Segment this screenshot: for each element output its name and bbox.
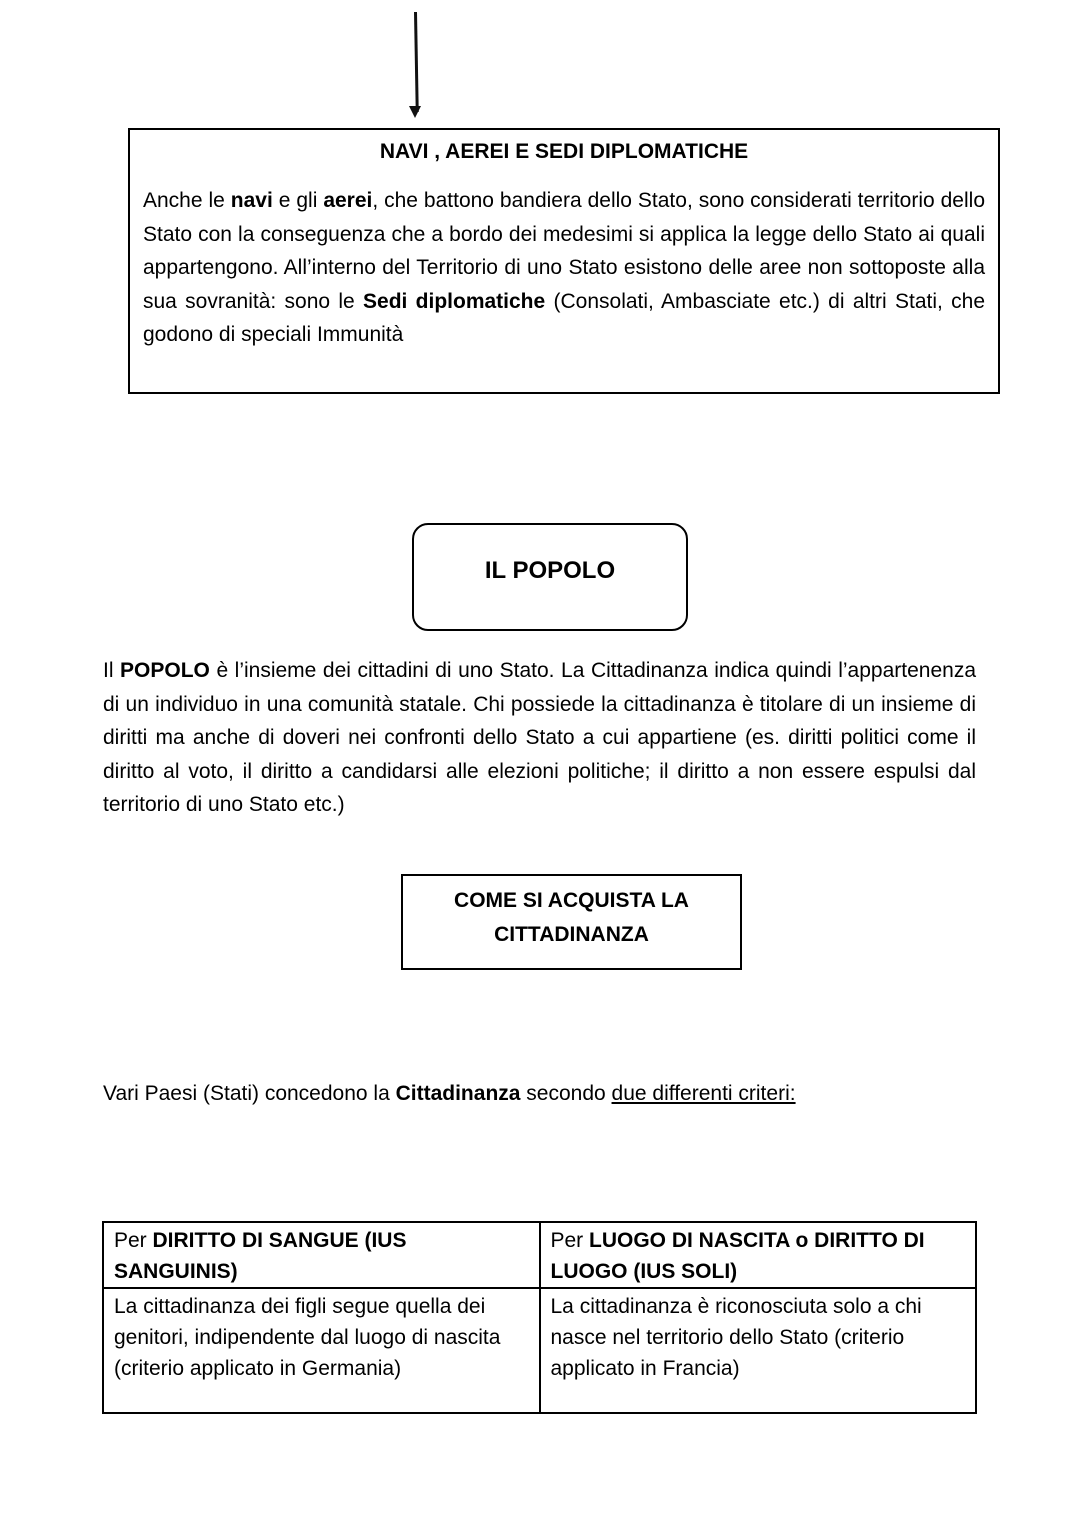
navi-box-title: NAVI , AEREI E SEDI DIPLOMATICHE [379, 140, 749, 163]
ius-sanguinis-header [103, 1222, 540, 1288]
text-span: e gli [272, 189, 324, 212]
text-span: Per [114, 1229, 153, 1252]
table-row [103, 1288, 976, 1413]
text-span: Anche le [143, 189, 231, 212]
text-span: è l’insieme dei cittadini di uno Stato. La Cittadinanza indica quindi l’appartenenza di un individuo in una comunità statale. Chi possiede la cittadinanza è titolare di un insieme di diritti ma anche di doveri nei confronti dello Stato a cui appartiene (es. diritti politici come il diritto al voto, il diritto a candidarsi alle elezioni politiche; il diritto a non essere espulsi dal territorio di uno Stato etc.) [103, 659, 976, 817]
arrow-down-icon [409, 106, 421, 118]
ius-sanguinis-body: La cittadinanza dei figli segue quella dei genitori, indipendente dal luogo di nascita (criterio applicato in Germania) [103, 1288, 540, 1413]
bold-aerei: aerei [323, 189, 373, 212]
bold-sedi-diplomatiche: Sedi diplomatiche [363, 289, 546, 313]
bold-navi: navi [230, 189, 273, 212]
acquista-line-1: COME SI ACQUISTA LA [454, 889, 689, 912]
navi-box-body [143, 184, 985, 352]
bold-ius-sanguinis: DIRITTO DI SANGUE (IUS SANGUINIS) [114, 1229, 407, 1283]
bold-cittadinanza: Cittadinanza [395, 1082, 521, 1105]
popolo-paragraph [103, 654, 976, 822]
popolo-box-title: IL POPOLO [484, 557, 616, 584]
text-span: Il [103, 659, 121, 682]
text-span: Per [550, 1229, 590, 1252]
bold-popolo: POPOLO [120, 659, 210, 682]
acquista-line-2: CITTADINANZA [494, 922, 649, 946]
popolo-box [412, 523, 688, 631]
acquista-cittadinanza-box [401, 874, 742, 970]
ius-soli-header [540, 1222, 977, 1288]
connector-arrow-line [414, 12, 419, 112]
table-row [103, 1222, 976, 1288]
navi-aerei-box [128, 128, 1000, 394]
bold-ius-soli: LUOGO DI NASCITA o DIRITTO DI LUOGO (IUS SOLI) [550, 1229, 925, 1283]
underlined-criteri: due differenti criteri: [611, 1082, 796, 1105]
text-span: secondo [520, 1082, 612, 1105]
ius-soli-body: La cittadinanza è riconosciuta solo a chi nasce nel territorio dello Stato (criterio applicato in Francia) [540, 1288, 977, 1413]
criteri-paragraph [103, 1077, 983, 1111]
text-span: Vari Paesi (Stati) concedono la [103, 1082, 396, 1105]
text-span: (Consolati, Ambasciate etc.) di altri Stati, che godono di speciali Immunità [143, 289, 985, 347]
criteri-table [102, 1221, 977, 1414]
text-span: , che battono bandiera dello Stato, sono considerati territorio dello Stato con la conseguenza che a bordo dei medesimi si applica la legge dello Stato ai quali appartengono. All’interno del Territorio di uno Stato esistono delle aree non sottoposte alla sua sovranità: sono le [143, 189, 986, 313]
